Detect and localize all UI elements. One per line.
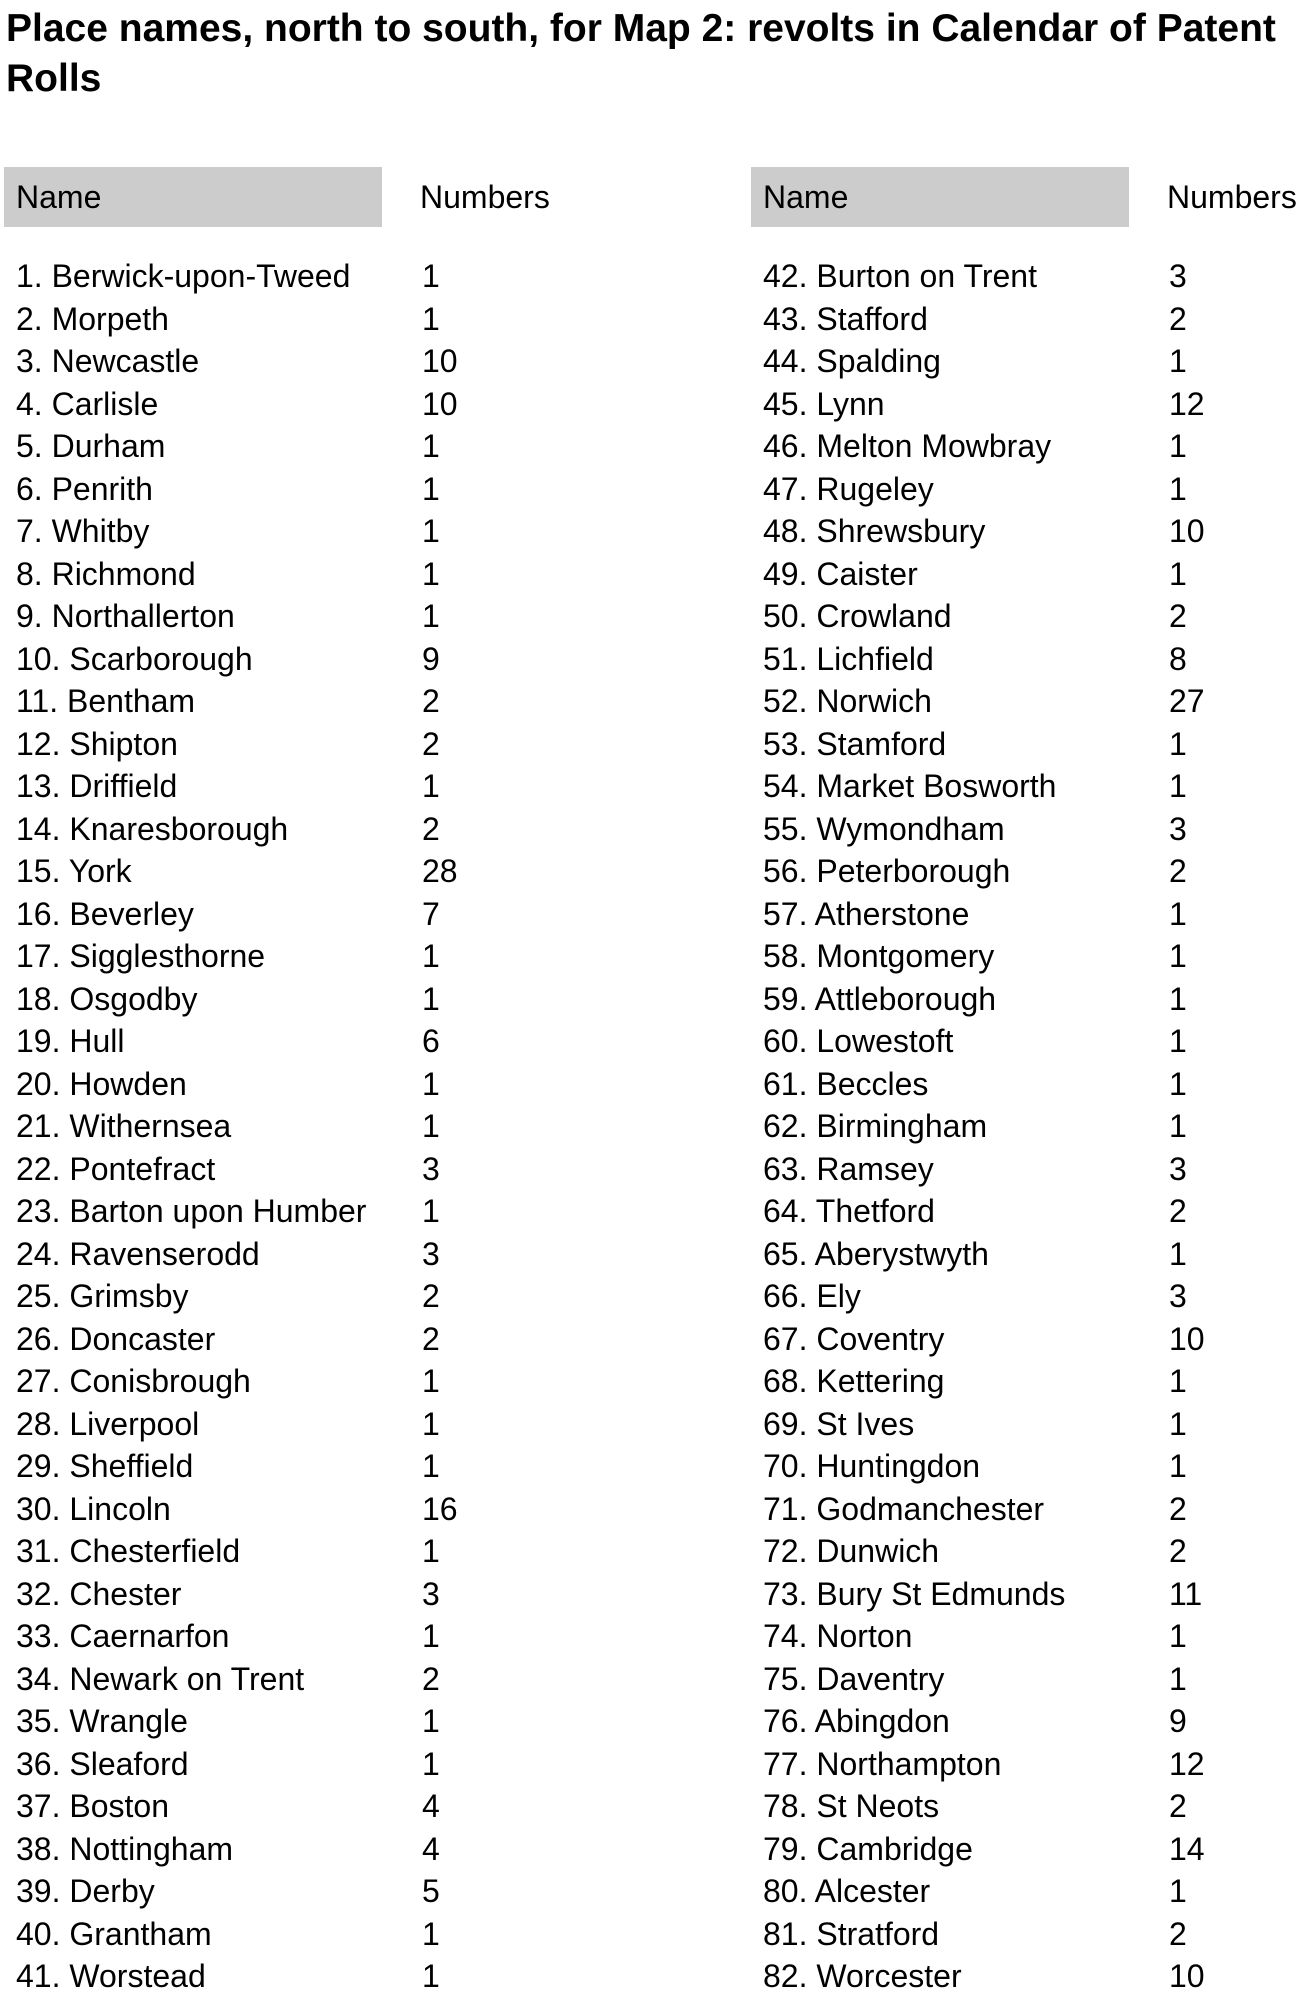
table-row [751, 1828, 1308, 1871]
revolt-count-cell: 1 [422, 513, 440, 549]
revolt-count-cell: 5 [422, 1873, 440, 1909]
place-name-cell: 43. Stafford [763, 300, 928, 337]
page-title: Place names, north to south, for Map 2: revolts in Calendar of Patent Rolls [6, 7, 1276, 100]
table-row [751, 1615, 1308, 1658]
table-row [4, 255, 564, 298]
place-name-cell: 48. Shrewsbury [763, 513, 986, 549]
place-name-cell: 52. Norwich [763, 683, 932, 719]
revolt-count-cell: 1 [422, 1405, 440, 1442]
place-name-cell: 31. Chesterfield [16, 1533, 241, 1569]
table-row [4, 1488, 564, 1531]
place-name-cell: 46. Melton Mowbray [763, 428, 1052, 464]
place-name-cell: 53. Stamford [763, 725, 947, 762]
revolt-count-cell: 16 [422, 1490, 458, 1527]
revolt-count-cell: 10 [1169, 1958, 1205, 1994]
revolt-count-cell: 1 [1169, 725, 1187, 762]
revolt-count-cell: 1 [422, 1363, 440, 1399]
revolt-count-cell: 4 [422, 1830, 440, 1867]
revolt-count-cell: 1 [422, 1745, 440, 1782]
table-row [4, 935, 564, 978]
revolt-count-cell: 6 [422, 1023, 440, 1059]
place-name-cell: 33. Caernarfon [16, 1618, 230, 1654]
place-name-cell: 18. Osgodby [16, 980, 198, 1017]
table-row [751, 1573, 1308, 1616]
place-name-cell: 20. Howden [16, 1065, 187, 1102]
table-row [751, 468, 1308, 511]
revolt-count-cell: 3 [1169, 258, 1187, 294]
table-row [751, 595, 1308, 638]
place-name-cell: 12. Shipton [16, 725, 178, 762]
table-row [751, 425, 1308, 468]
table-row [4, 1190, 564, 1233]
table-row [751, 1190, 1308, 1233]
revolt-count-cell: 1 [1169, 428, 1187, 464]
place-name-cell: 11. Bentham [16, 683, 196, 719]
table-row [4, 1870, 564, 1913]
table-row [4, 1360, 564, 1403]
place-name-cell: 42. Burton on Trent [763, 258, 1037, 294]
table-row [4, 1828, 564, 1871]
table-row [751, 893, 1308, 936]
table-row [751, 935, 1308, 978]
table-row [751, 1743, 1308, 1786]
place-name-cell: 29. Sheffield [16, 1448, 194, 1484]
place-name-cell: 69. St Ives [763, 1405, 915, 1442]
revolt-count-cell: 1 [1169, 555, 1187, 592]
place-name-cell: 61. Beccles [763, 1065, 929, 1102]
numbers-column-header: Numbers [420, 179, 550, 215]
revolt-count-cell: 2 [1169, 300, 1187, 337]
place-name-cell: 56. Peterborough [763, 853, 1011, 889]
revolt-count-cell: 1 [422, 1533, 440, 1569]
revolt-count-cell: 1 [422, 1618, 440, 1654]
revolt-count-cell: 3 [1169, 810, 1187, 847]
table-row [4, 1020, 564, 1063]
place-name-cell: 47. Rugeley [763, 470, 934, 507]
right-table [751, 167, 1308, 1998]
place-name-cell: 80. Alcester [763, 1873, 931, 1909]
place-name-cell: 55. Wymondham [763, 810, 1005, 847]
place-name-cell: 6. Penrith [16, 470, 153, 507]
table-row [751, 1913, 1308, 1956]
revolt-count-cell: 1 [1169, 343, 1187, 379]
table-row [751, 808, 1308, 851]
revolt-count-cell: 4 [422, 1788, 440, 1824]
table-row [4, 765, 564, 808]
revolt-count-cell: 1 [1169, 1023, 1187, 1059]
table-row [751, 1955, 1308, 1998]
place-name-cell: 57. Atherstone [763, 895, 970, 932]
revolt-count-cell: 12 [1169, 1745, 1205, 1782]
table-row [751, 1785, 1308, 1828]
table-row [751, 553, 1308, 596]
place-name-cell: 62. Birmingham [763, 1108, 988, 1144]
place-name-cell: 19. Hull [16, 1023, 125, 1059]
place-name-cell: 35. Wrangle [16, 1703, 188, 1739]
place-name-cell: 54. Market Bosworth [763, 768, 1057, 804]
table-row [4, 595, 564, 638]
revolt-count-cell: 27 [1169, 683, 1205, 719]
place-name-cell: 74. Norton [763, 1618, 913, 1654]
place-name-cell: 34. Newark on Trent [16, 1660, 305, 1697]
table-row [4, 1955, 564, 1998]
place-name-cell: 17. Sigglesthorne [16, 938, 266, 974]
table-row [4, 808, 564, 851]
revolt-count-cell: 12 [1169, 385, 1205, 422]
table-row [4, 510, 564, 553]
place-name-cell: 3. Newcastle [16, 343, 200, 379]
revolt-count-cell: 1 [422, 300, 440, 337]
place-name-cell: 39. Derby [16, 1873, 155, 1909]
table-row [4, 893, 564, 936]
place-name-cell: 82. Worcester [763, 1958, 962, 1994]
revolt-count-cell: 1 [422, 1958, 440, 1994]
revolt-count-cell: 1 [422, 428, 440, 464]
revolt-count-cell: 1 [1169, 470, 1187, 507]
table-row [4, 1148, 564, 1191]
place-name-cell: 16. Beverley [16, 895, 194, 932]
place-name-cell: 51. Lichfield [763, 640, 934, 677]
place-name-cell: 37. Boston [16, 1788, 169, 1824]
table-row [751, 1105, 1308, 1148]
revolt-count-cell: 1 [422, 1193, 440, 1229]
revolt-count-cell: 1 [422, 1448, 440, 1484]
table-row [4, 298, 564, 341]
place-name-cell: 13. Driffield [16, 768, 178, 804]
table-row [751, 1063, 1308, 1106]
revolt-count-cell: 10 [422, 343, 458, 379]
place-name-cell: 71. Godmanchester [763, 1490, 1045, 1527]
table-header [4, 167, 564, 227]
revolt-count-cell: 10 [1169, 513, 1205, 549]
revolt-count-cell: 9 [422, 640, 440, 677]
place-name-cell: 10. Scarborough [16, 640, 253, 677]
table-row [751, 765, 1308, 808]
place-name-cell: 23. Barton upon Humber [16, 1193, 367, 1229]
table-row [751, 723, 1308, 766]
revolt-count-cell: 1 [422, 1065, 440, 1102]
table-row [751, 638, 1308, 681]
revolt-count-cell: 1 [1169, 1405, 1187, 1442]
table-row [751, 510, 1308, 553]
place-name-cell: 81. Stratford [763, 1915, 940, 1952]
place-name-cell: 64. Thetford [763, 1193, 935, 1229]
table-row [751, 1020, 1308, 1063]
table-row [4, 383, 564, 426]
place-name-cell: 49. Caister [763, 555, 918, 592]
revolt-count-cell: 2 [422, 1660, 440, 1697]
table-row [751, 1870, 1308, 1913]
revolt-count-cell: 1 [422, 938, 440, 974]
revolt-count-cell: 2 [422, 1320, 440, 1357]
place-name-cell: 27. Conisbrough [16, 1363, 251, 1399]
place-name-cell: 65. Aberystwyth [763, 1235, 989, 1272]
table-row [751, 383, 1308, 426]
left-table [4, 167, 564, 1998]
table-row [4, 1318, 564, 1361]
table-row [4, 1743, 564, 1786]
place-name-cell: 26. Doncaster [16, 1320, 216, 1357]
revolt-count-cell: 2 [422, 725, 440, 762]
place-name-cell: 67. Coventry [763, 1320, 945, 1357]
table-row [751, 1318, 1308, 1361]
revolt-count-cell: 1 [422, 980, 440, 1017]
place-name-cell: 5. Durham [16, 428, 166, 464]
table-row [751, 1700, 1308, 1743]
revolt-count-cell: 28 [422, 853, 458, 889]
revolt-count-cell: 10 [1169, 1320, 1205, 1357]
place-name-cell: 50. Crowland [763, 598, 952, 634]
revolt-count-cell: 1 [1169, 1448, 1187, 1484]
table-header [751, 167, 1308, 227]
place-name-cell: 21. Withernsea [16, 1108, 232, 1144]
place-name-cell: 68. Kettering [763, 1363, 945, 1399]
table-row [4, 468, 564, 511]
revolt-count-cell: 2 [422, 810, 440, 847]
place-name-cell: 44. Spalding [763, 343, 941, 379]
revolt-count-cell: 1 [422, 258, 440, 294]
revolt-count-cell: 2 [1169, 1915, 1187, 1952]
table-row [4, 1615, 564, 1658]
table-row [751, 1445, 1308, 1488]
place-name-cell: 8. Richmond [16, 555, 196, 592]
place-name-cell: 38. Nottingham [16, 1830, 234, 1867]
numbers-column-header: Numbers [1167, 179, 1297, 215]
revolt-count-cell: 2 [1169, 1490, 1187, 1527]
table-row [4, 1445, 564, 1488]
table-row [751, 1360, 1308, 1403]
table-row [4, 1233, 564, 1276]
table-row [4, 1530, 564, 1573]
table-body [751, 255, 1308, 1998]
place-name-cell: 15. York [16, 853, 132, 889]
table-row [751, 1488, 1308, 1531]
revolt-count-cell: 1 [422, 1915, 440, 1952]
place-name-cell: 45. Lynn [763, 385, 885, 422]
revolt-count-cell: 8 [1169, 640, 1187, 677]
table-row [751, 1658, 1308, 1701]
place-name-cell: 40. Grantham [16, 1915, 212, 1952]
table-row [751, 1530, 1308, 1573]
table-row [751, 978, 1308, 1021]
place-name-cell: 78. St Neots [763, 1788, 940, 1824]
place-name-cell: 14. Knaresborough [16, 810, 289, 847]
revolt-count-cell: 2 [422, 1278, 440, 1314]
place-name-cell: 70. Huntingdon [763, 1448, 981, 1484]
revolt-count-cell: 1 [1169, 1235, 1187, 1272]
revolt-count-cell: 3 [422, 1575, 440, 1612]
place-name-cell: 22. Pontefract [16, 1150, 216, 1187]
place-name-cell: 58. Montgomery [763, 938, 995, 974]
revolt-count-cell: 2 [422, 683, 440, 719]
revolt-count-cell: 1 [1169, 1660, 1187, 1697]
place-name-cell: 30. Lincoln [16, 1490, 171, 1527]
table-row [4, 425, 564, 468]
revolt-count-cell: 3 [422, 1235, 440, 1272]
revolt-count-cell: 1 [422, 1108, 440, 1144]
table-row [4, 1275, 564, 1318]
place-name-cell: 77. Northampton [763, 1745, 1002, 1782]
revolt-count-cell: 2 [1169, 1533, 1187, 1569]
table-row [751, 340, 1308, 383]
revolt-count-cell: 3 [1169, 1150, 1187, 1187]
table-row [751, 1148, 1308, 1191]
table-row [4, 1573, 564, 1616]
place-name-cell: 41. Worstead [16, 1958, 206, 1994]
place-name-cell: 66. Ely [763, 1278, 861, 1314]
table-row [751, 255, 1308, 298]
place-name-cell: 25. Grimsby [16, 1278, 189, 1314]
place-name-cell: 7. Whitby [16, 513, 150, 549]
revolt-count-cell: 14 [1169, 1830, 1205, 1867]
place-name-cell: 32. Chester [16, 1575, 182, 1612]
name-column-header: Name [4, 167, 382, 227]
place-name-cell: 59. Attleborough [763, 980, 997, 1017]
place-name-cell: 72. Dunwich [763, 1533, 940, 1569]
table-row [751, 1403, 1308, 1446]
revolt-count-cell: 1 [1169, 1618, 1187, 1654]
revolt-count-cell: 1 [422, 555, 440, 592]
revolt-count-cell: 1 [422, 470, 440, 507]
table-row [4, 1105, 564, 1148]
revolt-count-cell: 2 [1169, 598, 1187, 634]
place-name-cell: 4. Carlisle [16, 385, 159, 422]
table-row [4, 850, 564, 893]
place-name-cell: 9. Northallerton [16, 598, 235, 634]
place-name-cell: 60. Lowestoft [763, 1023, 954, 1059]
name-column-header: Name [751, 167, 1129, 227]
revolt-count-cell: 7 [422, 895, 440, 932]
revolt-count-cell: 2 [1169, 1788, 1187, 1824]
place-name-cell: 63. Ramsey [763, 1150, 934, 1187]
revolt-count-cell: 1 [422, 1703, 440, 1739]
place-name-cell: 75. Daventry [763, 1660, 945, 1697]
table-row [751, 1233, 1308, 1276]
revolt-count-cell: 11 [1169, 1575, 1203, 1612]
revolt-count-cell: 1 [1169, 1363, 1187, 1399]
table-row [4, 340, 564, 383]
place-name-cell: 76. Abingdon [763, 1703, 950, 1739]
revolt-count-cell: 1 [1169, 980, 1187, 1017]
table-row [4, 1658, 564, 1701]
revolt-count-cell: 2 [1169, 1193, 1187, 1229]
revolt-count-cell: 2 [1169, 853, 1187, 889]
revolt-count-cell: 1 [1169, 1873, 1187, 1909]
revolt-count-cell: 1 [1169, 938, 1187, 974]
table-row [4, 1700, 564, 1743]
revolt-count-cell: 10 [422, 385, 458, 422]
place-name-cell: 79. Cambridge [763, 1830, 973, 1867]
table-row [4, 1913, 564, 1956]
table-row [4, 1403, 564, 1446]
table-row [751, 850, 1308, 893]
table-row [4, 638, 564, 681]
revolt-count-cell: 3 [422, 1150, 440, 1187]
table-row [4, 680, 564, 723]
table-row [4, 978, 564, 1021]
table-body [4, 255, 564, 1998]
place-name-cell: 2. Morpeth [16, 300, 169, 337]
place-name-cell: 24. Ravenserodd [16, 1235, 260, 1272]
table-row [4, 553, 564, 596]
place-name-cell: 36. Sleaford [16, 1745, 189, 1782]
revolt-count-cell: 1 [1169, 1065, 1187, 1102]
table-row [4, 1785, 564, 1828]
table-row [4, 723, 564, 766]
revolt-count-cell: 1 [1169, 895, 1187, 932]
table-row [751, 680, 1308, 723]
place-name-cell: 73. Bury St Edmunds [763, 1575, 1066, 1612]
revolt-count-cell: 3 [1169, 1278, 1187, 1314]
place-name-cell: 1. Berwick-upon-Tweed [16, 258, 351, 294]
table-row [751, 298, 1308, 341]
place-name-cell: 28. Liverpool [16, 1405, 200, 1442]
revolt-count-cell: 1 [1169, 768, 1187, 804]
table-row [4, 1063, 564, 1106]
revolt-count-cell: 1 [422, 768, 440, 804]
revolt-count-cell: 9 [1169, 1703, 1187, 1739]
revolt-count-cell: 1 [422, 598, 440, 634]
revolt-count-cell: 1 [1169, 1108, 1187, 1144]
table-row [751, 1275, 1308, 1318]
